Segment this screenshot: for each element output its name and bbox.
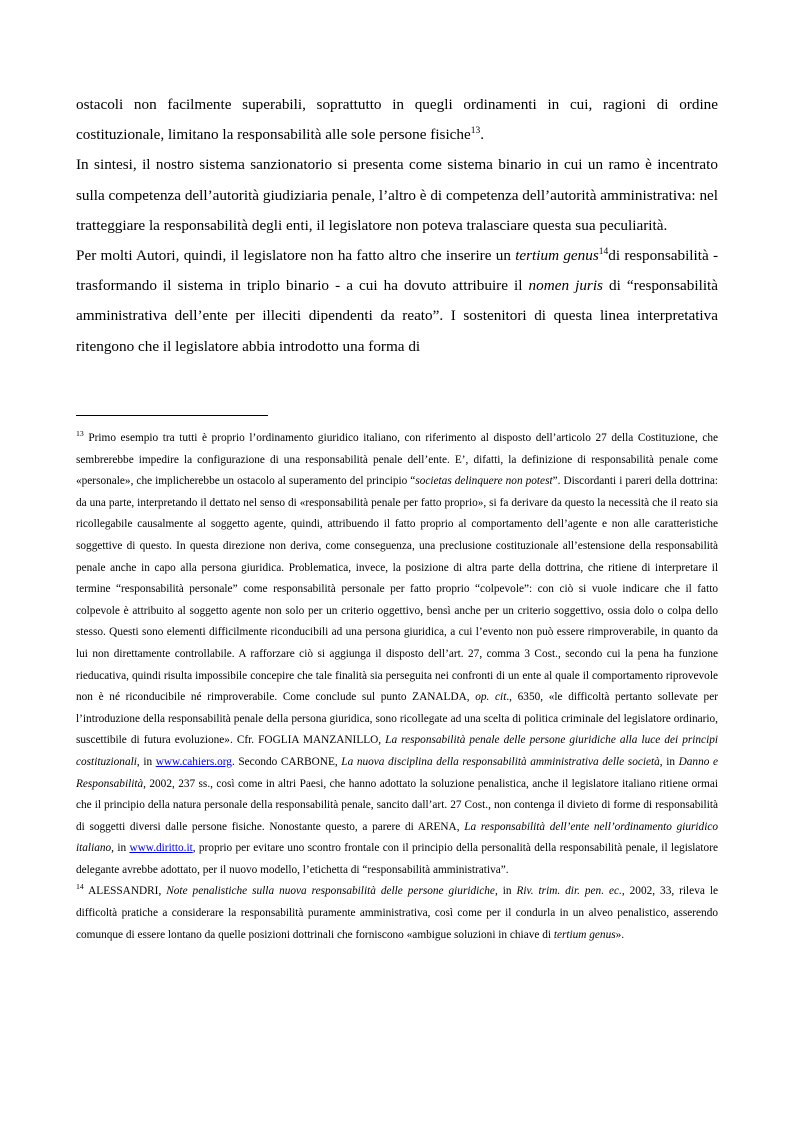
footnotes — [76, 428, 718, 946]
paragraph-1: ostacoli non facilmente superabili, soprattutto in quegli ordinamenti in cui, ragioni di ordine costituzionale, limitano la responsabilità alle sole persone fisiche$^{13}$. — [76, 96, 718, 144]
footnote-separator — [76, 415, 268, 416]
italic-term: nomen juris — [528, 277, 603, 295]
main-text — [76, 90, 718, 362]
footnote-14: $^{14}$ ALESSANDRI, Note penalistiche sulla nuova responsabilità delle persone giuridiche, in Riv. trim. dir. pen. ec., 2002, 33, rileva le difficoltà pratiche a considerare la responsabilità puramente amministrativa, così come per il condurla in un alveo penalistico, asserendo comunque di essere lontano da quelle posizioni dottrinali che forniscono «ambigue soluzioni in chiave di tertium genus». — [76, 882, 718, 941]
italic-term: tertium genus — [515, 247, 599, 265]
paragraph-2: In sintesi, il nostro sistema sanzionatorio si presenta come sistema binario in cui un ramo è incentrato sulla competenza dell’autorità giudiziaria penale, l’altro è di competenza dell’autorità amministrativa: nel tratteggiare la responsabilità degli enti, il legislatore non poteva tralasciare questa sua peculiarità. — [76, 156, 718, 234]
link-diritto[interactable]: www.diritto.it — [129, 842, 193, 855]
footnote-number: 14 — [76, 882, 84, 892]
footnote-ref-13[interactable]: 13 — [470, 126, 481, 137]
paragraph-1-text: ostacoli non facilmente superabili, soprattutto in quegli ordinamenti in cui, ragioni di ordine costituzionale, limitano la responsabilità alle sole persone fisiche — [76, 96, 718, 144]
paragraph-3: Per molti Autori, quindi, il legislatore non ha fatto altro che inserire un tertium genus$^{14}$di responsabilità - trasformando il sistema in triplo binario - a cui ha dovuto attribuire il nomen juris di “responsabilità amministrativa dell’ente per illeciti dipendenti da reato”. I sostenitori di questa linea interpretativa ritengono che il legislatore abbia introdotto una forma di — [76, 246, 719, 355]
footnote-ref-14[interactable]: 14 — [598, 246, 609, 257]
footnote-number: 13 — [76, 429, 84, 439]
footnote-13: $^{13}$ Primo esempio tra tutti è proprio l’ordinamento giuridico italiano, con riferimento al disposto dell’articolo 27 della Costituzione, che sembrerebbe impedire la configurazione di una responsabilità penale dell’ente. E’, difatti, la definizione di responsabilità penale come «personale», che implicherebbe un ostacolo al superamento del principio “societas delinquere non potest”. Discordanti i pareri della dottrina: da una parte, interpretando il dettato nel senso di «responsabilità penale per fatto proprio», si fa derivare da questo la necessità che il reato sia ricollegabile causalmente al soggetto agente, quindi, attribuendo il fatto proprio al comportamento dell’agente e non alle caratteristiche soggettive di questo. In questa direzione non deriva, come conseguenza, una preclusione costituzionale all’estensione della responsabilità penale anche in capo alla persona giuridica. Problematica, invece, la posizione di altra parte della dottrina, che ritiene di interpretare il termine “responsabilità personale” come responsabilità personale per fatto proprio “colpevole”: con ciò si vuole indicare che il fatto colpevole è attribuito al soggetto agente non solo per un criterio oggettivo, bensì anche per un criterio soggettivo, ossia dolo o colpa dello stesso. Questi sono elementi difficilmente riconducibili ad una persona giuridica, a cui l’evento non può essere rimproverabile, in quanto da lui non direttamente controllabile. A rafforzare ciò si aggiunga il disposto dell’art. 27, comma 3 Cost., secondo cui la pena ha funzione rieducativa, quindi risulta impossibile concepire che tale finalità sia perseguita nei confronti di un ente al quale il comportamento riprovevole non è né riconducibile né rimproverabile. Come conclude sul punto ZANALDA, op. cit., 6350, «le difficoltà pertanto sollevate per l’introduzione della responsabilità penale della persona giuridica, sono ricollegate ad una scelta di politica criminale del legislatore ordinario, suscettibile di futura evoluzione». Cfr. FOGLIA MANZANILLO, La responsabilità penale delle persone giuridiche alla luce dei principi costituzionali, in www.cahiers.org. Secondo CARBONE, La nuova disciplina della responsabilità amministrativa delle società, in Danno e Responsabilità, 2002, 237 ss., così come in altri Paesi, che hanno adottato la soluzione penalistica, anche il legislatore italiano ritiene ormai che il principio della natura personale della responsabilità penale, sancito dall’art. 27 Cost., non contenga il divieto di forme di responsabilità di soggetti diversi dalle persone fisiche. Nonostante questo, a parere di ARENA, La responsabilità dell’ente nell’ordinamento giuridico italiano, in www.diritto.it, proprio per evitare uno scontro frontale con il principio della personalità della responsabilità penale, il legislatore delegante avrebbe adottato, per il nuovo modello, l’etichetta di “responsabilità amministrativa”. — [76, 429, 718, 876]
link-cahiers[interactable]: www.cahiers.org — [155, 755, 232, 768]
